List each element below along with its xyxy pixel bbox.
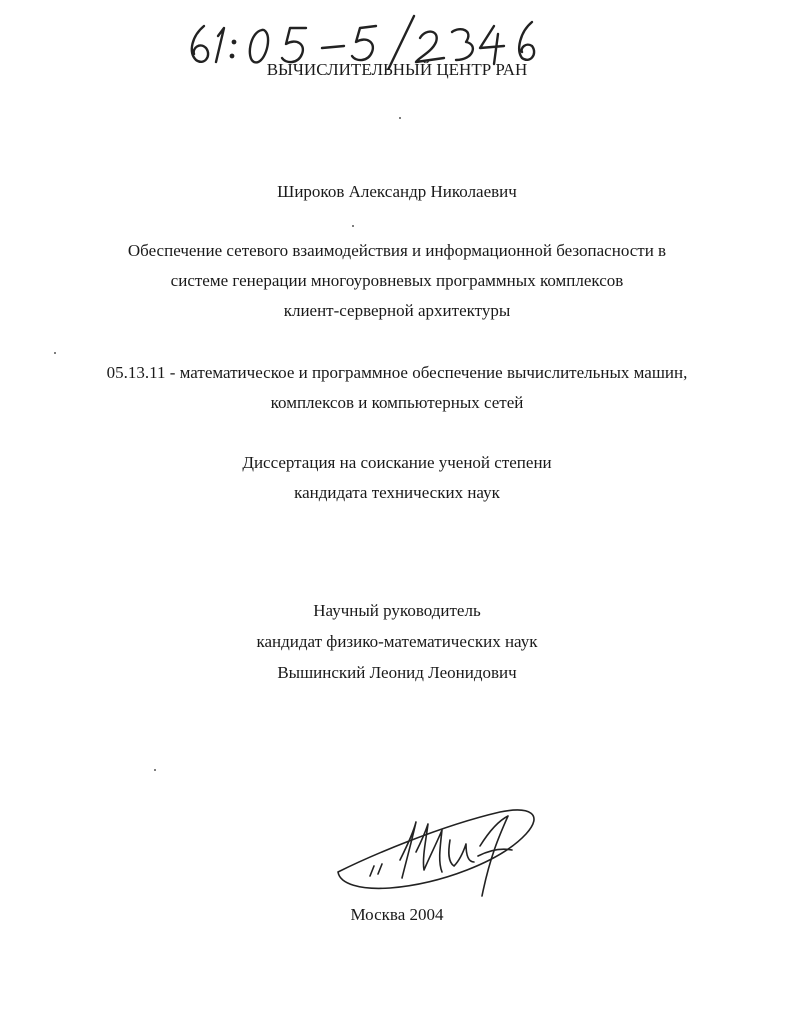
institution-name: ВЫЧИСЛИТЕЛЬНЫЙ ЦЕНТР РАН <box>266 60 528 79</box>
specialty-line-2: комплексов и компьютерных сетей <box>270 393 524 412</box>
scan-speck <box>154 769 156 771</box>
signature <box>330 800 560 910</box>
scan-speck <box>352 225 354 227</box>
degree-line-2: кандидата технических наук <box>294 483 500 502</box>
signature-drawing <box>330 800 560 910</box>
supervisor-degree: кандидат физико-математических наук <box>256 632 538 651</box>
supervisor-name: Вышинский Леонид Леонидович <box>277 663 517 682</box>
scan-speck <box>54 352 56 354</box>
title-line-2: системе генерации многоуровневых программных комплексов <box>170 271 624 290</box>
degree-line-1: Диссертация на соискание ученой степени <box>242 453 552 472</box>
specialty-line-1: 05.13.11 - математическое и программное обеспечение вычислительных машин, <box>106 363 688 382</box>
title-line-1: Обеспечение сетевого взаимодействия и информационной безопасности в <box>127 241 667 260</box>
city-year: Москва 2004 <box>350 905 444 924</box>
supervisor-label: Научный руководитель <box>313 601 481 620</box>
title-line-3: клиент-серверной архитектуры <box>283 301 511 320</box>
scan-speck <box>399 117 401 119</box>
author-name: Широков Александр Николаевич <box>277 182 517 201</box>
